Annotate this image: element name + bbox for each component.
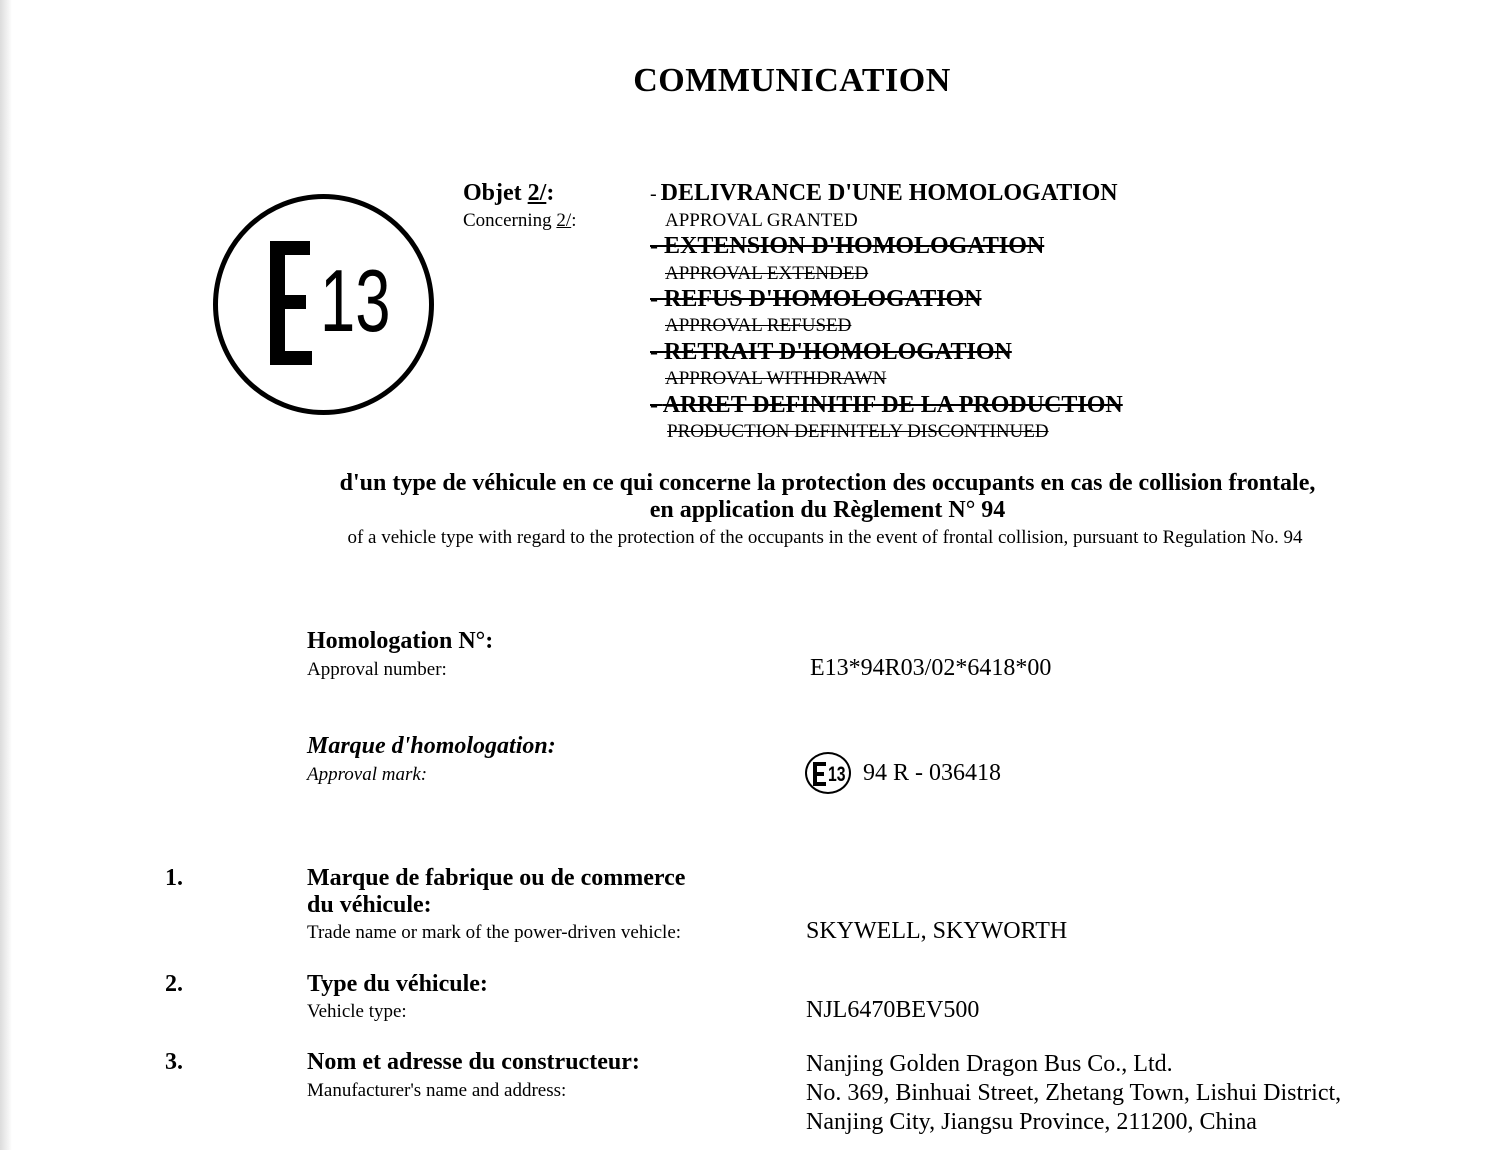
item-2-value: NJL6470BEV500: [806, 997, 980, 1023]
approval-number-value: E13*94R03/02*6418*00: [810, 655, 1052, 681]
item-2-label-en: Vehicle type:: [307, 1001, 407, 1022]
item-1-number: 1.: [165, 865, 183, 891]
approval-mark-label-fr: Marque d'homologation:: [307, 733, 556, 759]
item-2-label-fr: Type du véhicule:: [307, 971, 488, 997]
option-approval-withdrawn-fr: - RETRAIT D'HOMOLOGATION: [650, 339, 1012, 365]
approval-mark-value: 94 R - 036418: [863, 760, 1001, 786]
mark-number: 13: [828, 763, 846, 786]
option-approval-refused-en: APPROVAL REFUSED: [665, 315, 852, 336]
e13-approval-seal-icon: [213, 194, 434, 415]
option-approval-withdrawn-en: APPROVAL WITHDRAWN: [665, 368, 887, 389]
option-production-discontinued-fr: - ARRET DEFINITIF DE LA PRODUCTION: [650, 392, 1123, 418]
item-3-number: 3.: [165, 1049, 183, 1075]
item-1-label-fr-line-2: du véhicule:: [307, 892, 432, 918]
item-3-label-fr: Nom et adresse du constructeur:: [307, 1049, 640, 1075]
approval-mark-label-en: Approval mark:: [307, 764, 428, 785]
option-approval-extended-fr: - EXTENSION D'HOMOLOGATION: [650, 233, 1045, 259]
page-title: COMMUNICATION: [633, 62, 951, 99]
item-3-value-line-3: Nanjing City, Jiangsu Province, 211200, China: [806, 1109, 1257, 1135]
option-approval-granted-fr: - DELIVRANCE D'UNE HOMOLOGATION: [650, 180, 1118, 206]
item-3-label-en: Manufacturer's name and address:: [307, 1080, 567, 1101]
subject-fr-line-2: en application du Règlement N° 94: [649, 497, 1006, 523]
subject-fr-line-1: d'un type de véhicule en ce qui concerne la protection des occupants en cas de collision frontale,: [339, 470, 1316, 496]
item-1-label-en: Trade name or mark of the power-driven vehicle:: [307, 922, 682, 943]
concerning-label: Concerning 2/:: [463, 210, 577, 231]
objet-label: Objet 2/:: [463, 180, 555, 206]
seal-number: 13: [320, 251, 391, 350]
subject-en: of a vehicle type with regard to the protection of the occupants in the event of frontal collision, pursuant to Regulation No. 94: [347, 527, 1303, 548]
option-approval-refused-fr: - REFUS D'HOMOLOGATION: [650, 286, 982, 312]
approval-number-label-en: Approval number:: [307, 659, 447, 680]
item-1-label-fr-line-1: Marque de fabrique ou de commerce: [307, 865, 686, 891]
approval-number-label-fr: Homologation N°:: [307, 628, 494, 654]
option-approval-extended-en: APPROVAL EXTENDED: [665, 263, 869, 284]
option-approval-granted-en: APPROVAL GRANTED: [665, 210, 858, 231]
item-3-value-line-1: Nanjing Golden Dragon Bus Co., Ltd.: [806, 1051, 1173, 1077]
item-2-number: 2.: [165, 971, 183, 997]
approval-mark-icon: [805, 752, 851, 794]
item-3-value-line-2: No. 369, Binhuai Street, Zhetang Town, Lishui District,: [806, 1080, 1342, 1106]
letter-e-icon: [813, 762, 826, 786]
page-edge-shadow: [0, 0, 12, 1150]
item-1-value: SKYWELL, SKYWORTH: [806, 918, 1068, 944]
option-production-discontinued-en: PRODUCTION DEFINITELY DISCONTINUED: [667, 421, 1049, 442]
letter-e-icon: [270, 241, 312, 365]
